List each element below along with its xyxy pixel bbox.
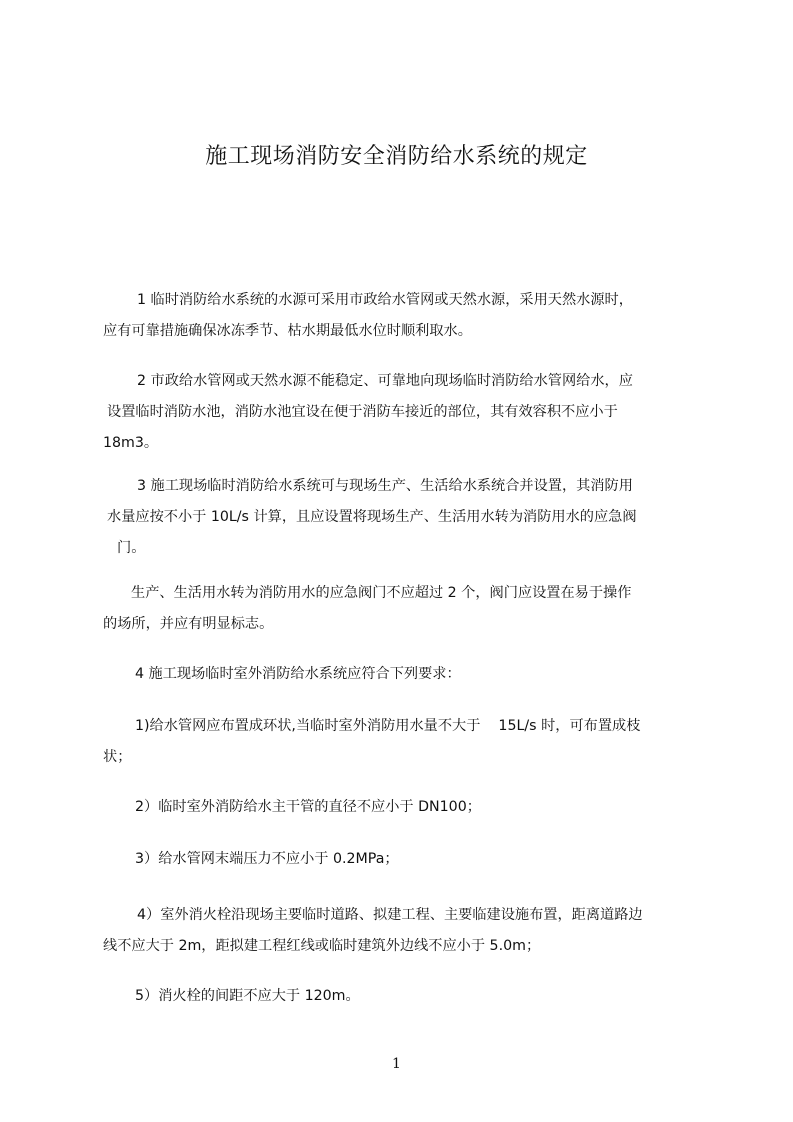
paragraph-line: 18m3。 [103,435,159,451]
list-item-hydrant-spacing [103,981,713,1012]
paragraph-emergency-valves [103,578,713,640]
paragraph-line: 门。 [117,540,146,556]
paragraph-line: 生产、生活用水转为消防用水的应急阀门不应超过 2 个，阀门应设置在易于操作 [131,585,632,601]
paragraph-line: 3）给水管网末端压力不应小于 0.2MPa； [135,851,399,867]
paragraph-line: 4）室外消火栓沿现场主要临时道路、拟建工程、主要临建设施布置，距离道路边 [137,907,643,923]
paragraph-line: 2）临时室外消防给水主干管的直径不应小于 DN100； [135,799,481,815]
paragraph-line: 线不应大于 2m，距拟建工程红线或临时建筑外边线不应小于 5.0m； [103,938,541,954]
page-title: 施工现场消防安全消防给水系统的规定 [205,144,588,169]
list-item-main-pipe [103,792,713,823]
paragraph-outdoor-requirements [103,659,713,690]
paragraph-line: 1)给水管网应布置成环状,当临时室外消防用水量不大于 15L/s 时，可布置成枝 [135,718,641,734]
paragraph-combined-system [103,471,713,564]
paragraph-line: 1 临时消防给水系统的水源可采用市政给水管网或天然水源，采用天然水源时， [137,292,633,308]
paragraph-line: 的场所，并应有明显标志。 [103,616,274,632]
list-item-end-pressure [103,844,713,875]
paragraph-line: 3 施工现场临时消防给水系统可与现场生产、生活给水系统合并设置，其消防用 [137,478,633,494]
paragraph-line: 4 施工现场临时室外消防给水系统应符合下列要求： [135,666,461,682]
paragraph-fire-pool [103,366,713,459]
list-item-ring-network [103,711,713,773]
paragraph-line: 状； [103,749,132,765]
list-item-hydrant-layout [103,900,713,962]
paragraph-line: 2 市政给水管网或天然水源不能稳定、可靠地向现场临时消防给水管网给水，应 [137,373,633,389]
paragraph-line: 应有可靠措施确保冰冻季节、枯水期最低水位时顺利取水。 [103,323,472,339]
paragraph-line: 水量应按不小于 10L/s 计算，且应设置将现场生产、生活用水转为消防用水的应急阀 [107,509,637,525]
page-number: 1 [392,1056,401,1072]
paragraph-line: 设置临时消防水池，消防水池宜设在便于消防车接近的部位，其有效容积不应小于 [107,404,618,420]
paragraph-water-source [103,285,713,347]
paragraph-line: 5）消火栓的间距不应大于 120m。 [135,988,360,1004]
